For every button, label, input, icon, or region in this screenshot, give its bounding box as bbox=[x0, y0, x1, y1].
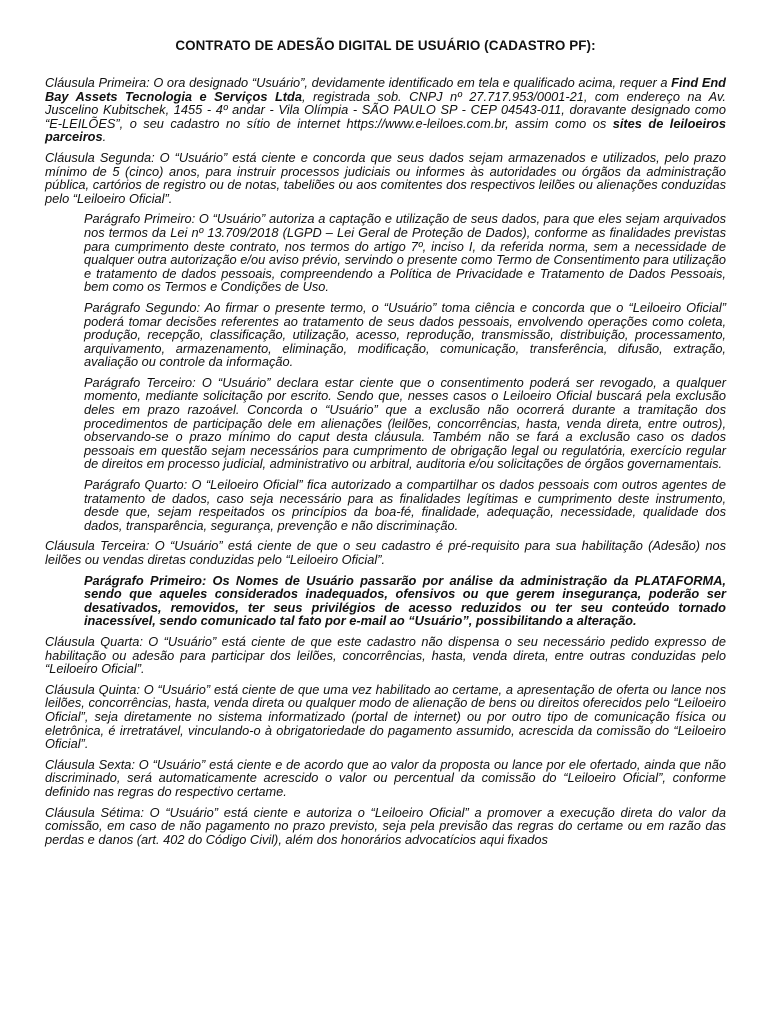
company-name: Find End Bay Assets Tecnologia e Serviços Ltda bbox=[45, 75, 726, 104]
clausula-segunda-paragrafo-quarto: Parágrafo Quarto: O “Leiloeiro Oficial” fica autorizado a compartilhar os dados pessoais com outros agentes de tratamento de dados, caso seja necessário para as finalidades legítimas e cumprimento deste instrumento, desde que, sejam respeitados os princípios da boa-fé, finalidade, adequação, necessidade, qualidade dos dados, transparência, segurança, prevenção e não discriminação. bbox=[84, 477, 726, 533]
partner-sites: sites de leiloeiros parceiros bbox=[45, 115, 726, 145]
contract-page bbox=[45, 38, 726, 853]
clausula-sexta: Cláusula Sexta: O “Usuário” está ciente e de acordo que ao valor da proposta ou lance por ele ofertado, ainda que não discriminado, será automaticamente acrescido o valor ou percentual da comissão do “Leiloeiro Oficial”, conforme definido nas regras do respectivo certame. bbox=[45, 756, 726, 799]
clausula-segunda-paragrafo-primeiro: Parágrafo Primeiro: O “Usuário” autoriza a captação e utilização de seus dados, para que eles sejam arquivados nos termos da Lei nº 13.709/2018 (LGPD – Lei Geral de Proteção de Dados), conforme as finalidades previstas para cumprimento deste contrato, nos termos do artigo 7º, inciso I, da referida norma, sem a necessidade de qualquer outra autorização e/ou aviso prévio, servindo o presente como Termo de Consentimento para utilização e tratamento de dados pessoais, compreendendo a Política de Privacidade e Tratamento de Dados Pessoais, bem como os Termos e Condições de Uso. bbox=[84, 211, 726, 295]
clausula-primeira bbox=[45, 76, 726, 144]
clausula-terceira: Cláusula Terceira: O “Usuário” está ciente de que o seu cadastro é pré-requisito para sua habilitação (Adesão) nos leilões ou vendas diretas conduzidas pelo “Leiloeiro Oficial”. bbox=[45, 538, 726, 567]
clausula-segunda: Cláusula Segunda: O “Usuário” está ciente e concorda que seus dados sejam armazenados e utilizados, pelo prazo mínimo de 5 (cinco) anos, para instruir processos judiciais ou informes às autoridades ou órgãos da administração pública, cartórios de registro ou de notas, tabeliões ou aos comitentes dos respectivos leilões ou alienações conduzidas pelo “Leiloeiro Oficial”. bbox=[45, 149, 726, 206]
page-title: CONTRATO DE ADESÃO DIGITAL DE USUÁRIO (CADASTRO PF): bbox=[175, 38, 596, 53]
clausula-primeira-text-2: , registrada sob. CNPJ nº 27.717.953/0001-21, com endereço na Av. Juscelino Kubitschek, 1455 - 4º andar - Vila Olímpia - SÃO PAULO SP - CEP 04543-011, doravante designado como “E-LEILÕES”, o seu cadastro no sítio de internet https://www.e-leiloes.com.br, assim como os bbox=[45, 88, 726, 131]
clausula-segunda-paragrafo-segundo: Parágrafo Segundo: Ao firmar o presente termo, o “Usuário” toma ciência e concorda que o “Leiloeiro Oficial” poderá tomar decisões referentes ao tratamento de seus dados pessoais, envolvendo operações como coleta, produção, recepção, classificação, utilização, acesso, reprodução, transmissão, distribuição, processamento, arquivamento, armazenamento, eliminação, modificação, comunicação, transferência, difusão, extração, avaliação ou controle da informação. bbox=[84, 299, 726, 370]
clausula-primeira-text-3: . bbox=[102, 129, 107, 145]
clausula-quinta: Cláusula Quinta: O “Usuário” está ciente de que uma vez habilitado ao certame, a apresentação de oferta ou lance nos leilões, concorrências, hasta, venda direta ou qualquer modo de alienação de bens ou direitos oferecidos pelo “Leiloeiro Oficial”, seja diretamente no sistema informatizado (portal de internet) ou por outro tipo de comunicação física ou eletrônica, é irretratável, vinculando-o à obrigatoriedade do pagamento assumido, acrescida da comissão do “Leiloeiro Oficial”. bbox=[45, 681, 726, 752]
clausula-primeira-text-1: Cláusula Primeira: O ora designado “Usuário”, devidamente identificado em tela e qualificado acima, requer a bbox=[45, 75, 672, 90]
clausula-terceira-paragrafo-primeiro: Parágrafo Primeiro: Os Nomes de Usuário passarão por análise da administração da PLATAFORMA, sendo que aqueles considerados inadequados, ofensivos ou que gerem insegurança, poderão ser desativados, removidos, ter seus privilégios de acesso reduzidos ou ter seu conteúdo tornado inacessível, sendo comunicado tal fato por e-mail ao “Usuário”, possibilitando a alteração. bbox=[84, 572, 726, 629]
clausula-quarta: Cláusula Quarta: O “Usuário” está ciente de que este cadastro não dispensa o seu necessário pedido expresso de habilitação ou adesão para participar dos leilões, concorrências, hasta, venda direta, entre outras conduzidas pelo “Leiloeiro Oficial”. bbox=[45, 633, 726, 677]
clausula-segunda-paragrafo-terceiro: Parágrafo Terceiro: O “Usuário” declara estar ciente que o consentimento poderá ser revogado, a qualquer momento, mediante solicitação por escrito. Sendo que, nesses casos o Leiloeiro Oficial buscará pela exclusão deles em prazo razoável. Concorda o “Usuário” que a exclusão não ocorrerá durante a tramitação dos procedimentos de participação dele em alienações (leilões, concorrências, hasta, venda direta, entre outros), observando-se o prazo mínimo do caput desta cláusula. Também não se fará a exclusão caso os dados pessoais em questão sejam necessários para cumprimento de obrigação legal ou regulatória, exercício regular de direitos em processo judicial, administrativo ou arbitral, auditoria e/ou solicitações de órgãos governamentais. bbox=[84, 374, 726, 472]
clausula-setima: Cláusula Sétima: O “Usuário” está ciente e autoriza o “Leiloeiro Oficial” a promover a execução direta do valor da comissão, em caso de não pagamento no prazo previsto, seja pela previsão das regras do certame ou em razão das perdas e danos (art. 402 do Código Civil), além dos honorários advocatícios aqui fixados bbox=[45, 804, 726, 847]
